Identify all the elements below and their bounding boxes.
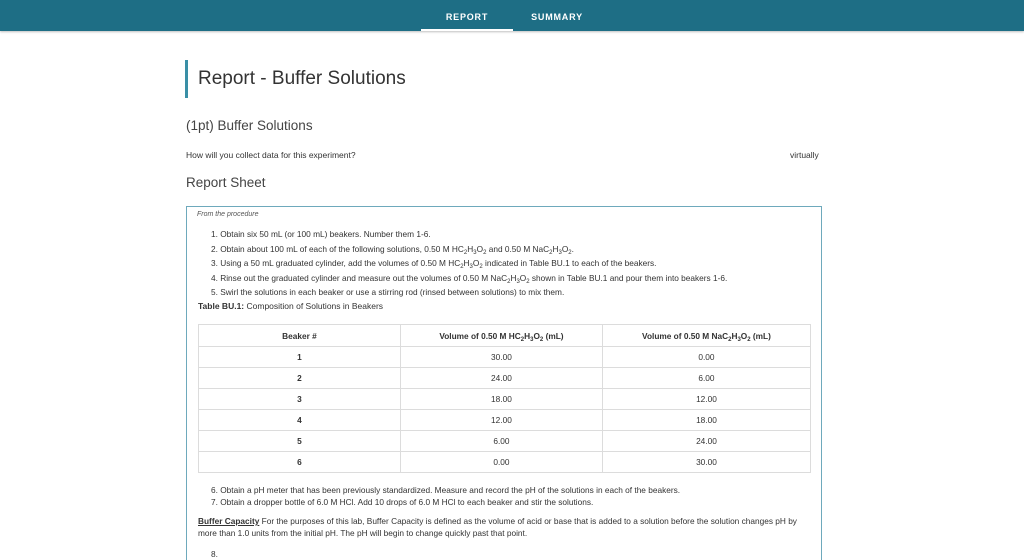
step-3: 3. Using a 50 mL graduated cylinder, add the volumes of 0.50 M $HC_2H_3O_2$ indicated in Table BU.1 to each of the beakers. xyxy=(211,258,657,270)
section-title: (1pt) Buffer Solutions xyxy=(186,118,313,133)
top-nav-bar xyxy=(0,0,1024,31)
table-row xyxy=(199,431,811,452)
report-sheet-title: Report Sheet xyxy=(186,175,266,190)
composition-table xyxy=(198,324,811,473)
table-header-row xyxy=(199,325,811,347)
hc-volume-cell: 18.00 xyxy=(400,389,602,410)
table-row xyxy=(199,389,811,410)
table-row xyxy=(199,452,811,473)
step-2: 2. Obtain about 100 mL of each of the following solutions, 0.50 M $HC_2H_3O_2$ and 0.50 M $NaC_2H_3O_2$. xyxy=(211,243,574,256)
header-hc-volume: Volume of 0.50 M $HC_2H_3O_2$ (mL) xyxy=(400,325,602,347)
beaker-number: 1 xyxy=(199,347,401,368)
active-tab-indicator xyxy=(421,29,513,31)
table-caption: Table BU.1: Composition of Solutions in Beakers xyxy=(198,301,384,311)
step-5: 5. Swirl the solutions in each beaker or use a stirring rod (rinsed between solutions) to mix them. xyxy=(211,287,565,297)
na-volume-cell: 0.00 xyxy=(602,347,810,368)
na-volume-cell: 24.00 xyxy=(602,431,810,452)
question-text: How will you collect data for this experiment? xyxy=(186,150,356,160)
table-row xyxy=(199,347,811,368)
hc-volume-cell: 24.00 xyxy=(400,368,602,389)
beaker-number: 5 xyxy=(199,431,401,452)
header-na-volume: Volume of 0.50 M $NaC_2H_3O_2$ (mL) xyxy=(602,325,810,347)
step-8: 8. xyxy=(211,549,218,559)
procedure-steps-continued xyxy=(211,485,811,508)
na-volume-cell: 30.00 xyxy=(602,452,810,473)
header-beaker: Beaker # xyxy=(199,325,401,347)
hc-volume-cell: 6.00 xyxy=(400,431,602,452)
buffer-capacity-term: Buffer Capacity xyxy=(198,516,260,526)
buffer-capacity-definition: Buffer Capacity For the purposes of this lab, Buffer Capacity is defined as the volume of acid or base that is added to a solution before the solution changes pH by more than 1.0 units from the initial pH. The pH will begin to change quickly past that point. xyxy=(198,516,797,538)
na-volume-cell: 12.00 xyxy=(602,389,810,410)
step-6: 6. Obtain a pH meter that has been previously standardized. Measure and record the pH of the solutions in each of the beakers. xyxy=(211,485,681,495)
from-procedure-label: From the procedure xyxy=(197,211,259,218)
na-volume-cell: 18.00 xyxy=(602,410,810,431)
page-title: Report - Buffer Solutions xyxy=(198,68,406,89)
tab-report[interactable]: REPORT xyxy=(445,12,489,22)
beaker-number: 4 xyxy=(199,410,401,431)
step-7: 7. Obtain a dropper bottle of 6.0 M HCl. Add 10 drops of 6.0 M HCl to each beaker and stir the solutions. xyxy=(211,496,594,507)
beaker-number: 6 xyxy=(199,452,401,473)
table-row xyxy=(199,410,811,431)
step-1: 1. Obtain six 50 mL (or 100 mL) beakers. Number them 1-6. xyxy=(211,229,431,239)
tab-summary[interactable]: SUMMARY xyxy=(531,12,583,22)
report-sheet-box xyxy=(186,206,822,560)
na-volume-cell: 6.00 xyxy=(602,368,810,389)
table-row xyxy=(199,368,811,389)
procedure-steps xyxy=(211,227,811,300)
page-title-block xyxy=(185,60,406,98)
hc-volume-cell: 0.00 xyxy=(400,452,602,473)
step-4: 4. Rinse out the graduated cylinder and measure out the volumes of 0.50 M $NaC_2H_3O_2$ shown in Table BU.1 and pour them into beakers 1-6. xyxy=(211,272,728,285)
hc-volume-cell: 12.00 xyxy=(400,410,602,431)
beaker-number: 3 xyxy=(199,389,401,410)
answer-text: virtually xyxy=(790,150,819,160)
beaker-number: 2 xyxy=(199,368,401,389)
hc-volume-cell: 30.00 xyxy=(400,347,602,368)
